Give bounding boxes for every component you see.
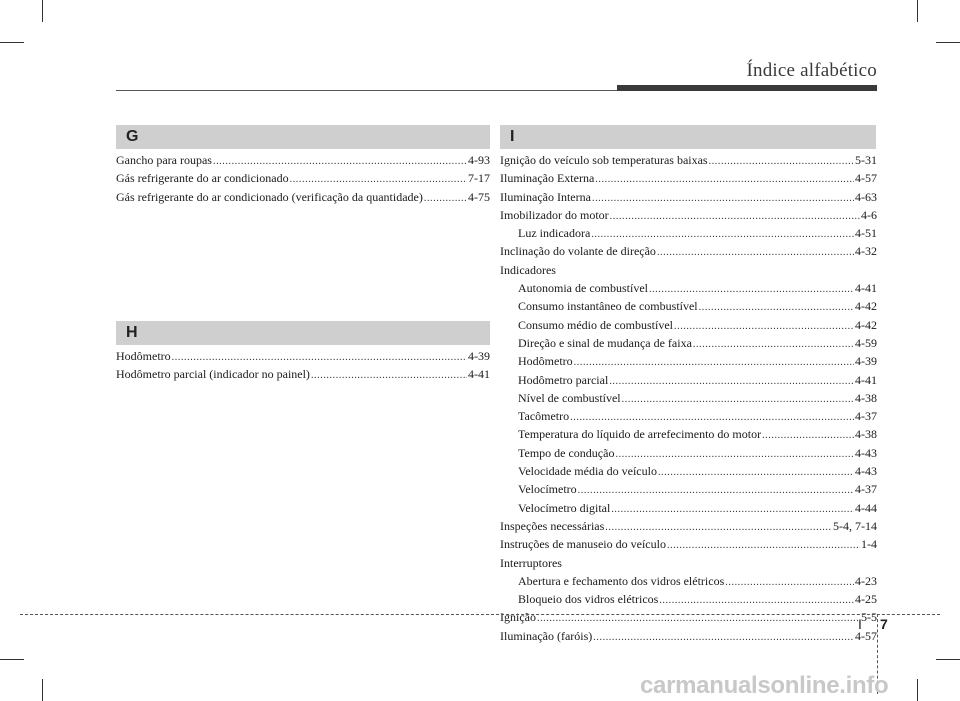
header-accent-bar [617, 85, 877, 91]
entry-page: 4-93 [468, 153, 490, 167]
entry-term: Hodômetro parcial (indicador no painel) [116, 367, 310, 382]
entry-term: Inspeções necessárias [500, 518, 605, 533]
entry-page: 4-39 [468, 349, 490, 363]
entry-term: Luz indicadora [518, 226, 591, 241]
dot-leader [424, 190, 467, 208]
entry-term: Velocidade média do veículo [518, 464, 657, 479]
dot-leader [574, 354, 854, 372]
crop-mark [936, 42, 960, 43]
entry-term: Iluminação (faróis) [500, 628, 593, 643]
index-entry [500, 206, 877, 224]
index-entry [116, 188, 490, 206]
index-entry [116, 151, 490, 169]
index-subentry [500, 444, 877, 462]
entry-term: Nível de combustível [518, 390, 621, 405]
entry-page: 4-23 [855, 573, 877, 588]
index-entry [116, 347, 490, 365]
crop-mark [936, 659, 960, 660]
index-entry [500, 535, 877, 553]
entry-term: Hodômetro [116, 349, 171, 363]
section-header-g [116, 125, 490, 149]
index-entry-heading [500, 554, 877, 572]
page-number: 7 [880, 616, 888, 632]
crop-mark [42, 0, 43, 22]
entry-page: 4-6 [861, 207, 877, 222]
entry-page: 4-57 [855, 171, 877, 186]
crop-mark [917, 0, 918, 22]
entry-term: Inclinação do volante de direção [500, 244, 656, 259]
section-header-h [116, 321, 490, 345]
index-subentry [500, 224, 877, 242]
footer-dashed-rule [20, 614, 940, 615]
index-entry [116, 365, 490, 383]
index-entry [500, 608, 877, 626]
index-subentry [500, 297, 877, 315]
entry-page: 4-32 [855, 244, 877, 259]
dot-leader [610, 208, 860, 226]
entry-page: 1-4 [861, 537, 877, 552]
entry-page: 4-38 [855, 390, 877, 405]
dot-leader [622, 391, 854, 409]
entry-term: Velocímetro digital [518, 500, 611, 515]
entry-term: Abertura e fechamento dos vidros elétricos [518, 573, 725, 588]
footer-section-letter: I [858, 616, 862, 632]
dot-leader [709, 153, 854, 171]
index-subentry [500, 371, 877, 389]
entry-term: Hodômetro [518, 354, 573, 369]
entry-term: Hodômetro parcial [518, 372, 609, 387]
entry-term: Bloqueio dos vidros elétricos [518, 592, 659, 607]
entry-page: 4-59 [855, 335, 877, 350]
index-subentry [500, 316, 877, 334]
crop-mark [917, 679, 918, 701]
dot-leader [657, 244, 854, 262]
entry-term: Interruptores [500, 555, 562, 570]
dot-leader [609, 373, 854, 391]
dot-leader [725, 574, 854, 592]
index-entry [500, 627, 877, 645]
entry-term: Iluminação Interna [500, 189, 591, 204]
entry-term: Tempo de condução [518, 445, 615, 460]
page-title: Índice alfabético [746, 60, 877, 81]
entry-term: Autonomia de combustível [518, 281, 648, 296]
entry-page: 5-31 [855, 153, 877, 167]
entry-term: Gás refrigerante do ar condicionado (verificação da quantidade) [116, 189, 423, 204]
index-entry [116, 169, 490, 187]
entry-term: Indicadores [500, 262, 556, 277]
dot-leader [693, 336, 854, 354]
entry-term: Consumo instantâneo de combustível [518, 299, 698, 314]
entry-page: 4-42 [855, 299, 877, 314]
dot-leader [658, 464, 854, 482]
entry-term: Velocímetro [518, 482, 577, 497]
index-subentry [500, 480, 877, 498]
entry-page: 4-41 [468, 367, 490, 382]
index-list-h [116, 347, 490, 384]
index-subentry [500, 425, 877, 443]
entry-page: 5-5 [861, 610, 877, 625]
index-subentry [500, 407, 877, 425]
index-subentry [500, 279, 877, 297]
index-subentry [500, 572, 877, 590]
dot-leader [593, 629, 854, 647]
index-entry [500, 517, 877, 535]
entry-page: 4-37 [855, 482, 877, 497]
dot-leader [592, 190, 854, 208]
dot-leader [674, 318, 854, 336]
entry-page: 4-44 [855, 500, 877, 515]
entry-term: Imobilizador do motor [500, 207, 609, 222]
section-header-i [500, 125, 876, 149]
entry-page: 4-43 [855, 464, 877, 479]
dot-leader [659, 592, 854, 610]
index-subentry [500, 352, 877, 370]
section-letter: G [126, 128, 139, 145]
entry-term: Tacômetro [518, 409, 570, 424]
dot-leader [699, 299, 854, 317]
entry-page: 4-25 [855, 592, 877, 607]
entry-page: 4-43 [855, 445, 877, 460]
index-subentry [500, 389, 877, 407]
entry-term: Consumo médio de combustível [518, 317, 673, 332]
crop-mark [0, 42, 24, 43]
dot-leader [595, 171, 854, 189]
index-list-i [500, 151, 877, 645]
index-entry [500, 169, 877, 187]
entry-term: Iluminação Externa [500, 171, 595, 186]
entry-page: 4-38 [855, 427, 877, 442]
entry-term: Ignição do veículo sob temperaturas baixas [500, 153, 708, 167]
dot-leader [311, 367, 467, 385]
index-entry [500, 242, 877, 260]
entry-page: 4-41 [855, 281, 877, 296]
crop-mark [42, 679, 43, 701]
index-entry-heading [500, 261, 877, 279]
entry-term: Gancho para roupas [116, 153, 212, 167]
dot-leader [578, 482, 854, 500]
index-entry [500, 151, 877, 169]
index-subentry [500, 334, 877, 352]
entry-page: 4-42 [855, 317, 877, 332]
dot-leader [667, 537, 860, 555]
dot-leader [611, 501, 854, 519]
index-subentry [500, 590, 877, 608]
index-subentry [500, 462, 877, 480]
entry-page: 4-63 [855, 189, 877, 204]
section-letter: I [510, 128, 515, 145]
entry-term: Gás refrigerante do ar condicionado [116, 171, 289, 186]
crop-mark [0, 659, 24, 660]
index-list-g [116, 151, 490, 206]
entry-page: 7-17 [468, 171, 490, 186]
entry-page: 4-41 [855, 372, 877, 387]
entry-term: Instruções de manuseio do veículo [500, 537, 666, 552]
entry-term: Temperatura do líquido de arrefecimento do motor [518, 427, 762, 442]
entry-term: Direção e sinal de mudança de faixa [518, 335, 692, 350]
entry-page: 4-37 [855, 409, 877, 424]
entry-page: 4-51 [855, 226, 877, 241]
entry-term: Ignição [500, 610, 536, 625]
entry-page: 4-39 [855, 354, 877, 369]
watermark: carmanualsonline.info [640, 672, 889, 699]
section-letter: H [126, 324, 138, 341]
index-entry [500, 188, 877, 206]
index-subentry [500, 499, 877, 517]
entry-page: 5-4, 7-14 [833, 518, 877, 533]
entry-page: 4-57 [855, 628, 877, 643]
entry-page: 4-75 [468, 189, 490, 204]
dot-leader [762, 427, 854, 445]
